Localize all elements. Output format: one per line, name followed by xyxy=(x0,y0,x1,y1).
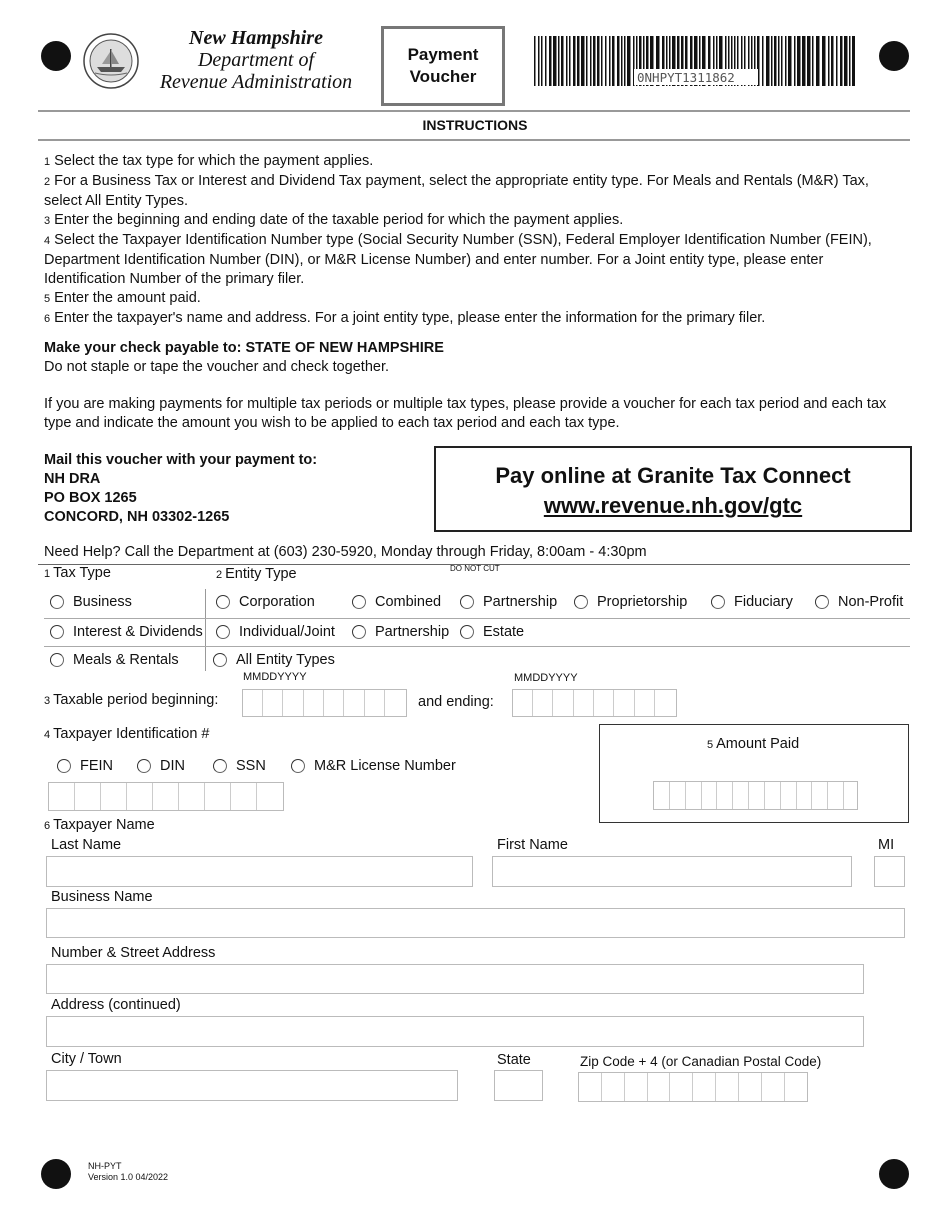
form-id: NH-PYT xyxy=(88,1161,122,1171)
entity-fiduciary-radio[interactable]: Fiduciary xyxy=(711,594,793,610)
help-line: Need Help? Call the Department at (603) 230-5920, Monday through Friday, 8:00am - 4:30pm xyxy=(44,544,647,560)
barcode-bar xyxy=(788,36,792,86)
barcode-bar xyxy=(797,36,801,86)
mi-input[interactable] xyxy=(874,856,905,887)
barcode-bar xyxy=(781,36,783,86)
tin-din-radio[interactable]: DIN xyxy=(137,758,185,774)
radio-circle-icon[interactable] xyxy=(50,653,64,667)
barcode-bar xyxy=(612,36,615,86)
street-address-input[interactable] xyxy=(46,964,864,994)
barcode-bar xyxy=(624,36,626,86)
taxpayer-name-label: 6 Taxpayer Name xyxy=(44,817,155,833)
radio-circle-icon[interactable] xyxy=(460,625,474,639)
entity-individual-joint-radio[interactable]: Individual/Joint xyxy=(216,624,335,640)
barcode-bar xyxy=(852,36,855,86)
instruction-step: 2 For a Business Tax or Interest and Dividend Tax payment, select the appropriate entity type. For Meals and Rentals (M&R) Tax, select All Entity Types. xyxy=(44,173,869,209)
barcode-bar xyxy=(586,36,588,86)
zip-label: Zip Code + 4 (or Canadian Postal Code) xyxy=(580,1054,822,1069)
business-name-label: Business Name xyxy=(51,889,153,905)
radio-circle-icon[interactable] xyxy=(352,625,366,639)
instructions-rule xyxy=(38,139,910,141)
entity-non-profit-radio[interactable]: Non-Profit xyxy=(815,594,903,610)
barcode-bar xyxy=(778,36,780,86)
begin-date-format: MMDDYYYY xyxy=(243,671,307,683)
staple-note: Do not staple or tape the voucher and check together. xyxy=(44,359,390,375)
instruction-step: 1 Select the tax type for which the payment applies. xyxy=(44,153,374,169)
form-version: Version 1.0 04/2022 xyxy=(88,1172,169,1182)
radio-circle-icon[interactable] xyxy=(574,595,588,609)
first-name-label: First Name xyxy=(497,837,568,853)
barcode-bar xyxy=(573,36,576,86)
tax-type-meals-rentals-radio[interactable]: Meals & Rentals xyxy=(50,652,179,668)
barcode-bar xyxy=(538,36,540,86)
barcode-bar xyxy=(553,36,557,86)
barcode-bar xyxy=(766,36,770,86)
row-divider-1 xyxy=(44,618,910,619)
tin-ssn-radio[interactable]: SSN xyxy=(213,758,266,774)
radio-circle-icon[interactable] xyxy=(213,759,227,773)
barcode-bar xyxy=(534,36,536,86)
barcode-bar xyxy=(601,36,603,86)
row-divider-2 xyxy=(44,646,910,647)
registration-dot-bottom-left xyxy=(41,1159,71,1189)
street-address-label: Number & Street Address xyxy=(51,945,216,961)
barcode-bar xyxy=(836,36,838,86)
barcode-bar xyxy=(609,36,611,86)
radio-circle-icon[interactable] xyxy=(213,653,227,667)
period-end-input[interactable] xyxy=(512,689,677,717)
barcode-bar xyxy=(771,36,773,86)
barcode-bar xyxy=(822,36,826,86)
registration-dot-bottom-right xyxy=(879,1159,909,1189)
tin-fein-radio[interactable]: FEIN xyxy=(57,758,113,774)
barcode-bar xyxy=(577,36,580,86)
barcode-bar xyxy=(541,36,543,86)
instruction-steps xyxy=(44,152,904,329)
radio-circle-icon[interactable] xyxy=(815,595,829,609)
tax-entity-divider xyxy=(205,589,206,671)
agency-line-1: New Hampshire xyxy=(189,27,323,49)
agency-name xyxy=(150,27,362,93)
amount-paid-label: 5 Amount Paid xyxy=(707,736,800,752)
do-not-cut: DO NOT CUT xyxy=(450,564,500,573)
radio-circle-icon[interactable] xyxy=(291,759,305,773)
barcode-bar xyxy=(840,36,843,86)
barcode-bar xyxy=(849,36,851,86)
tin-label: 4 Taxpayer Identification # xyxy=(44,726,210,742)
taxable-period-end-label: and ending: xyxy=(418,694,494,710)
instructions-title: INSTRUCTIONS xyxy=(422,117,528,133)
amount-paid-input[interactable] xyxy=(653,781,858,810)
mailing-address xyxy=(44,451,404,527)
barcode-bar xyxy=(621,36,623,86)
state-seal-icon xyxy=(83,33,139,89)
zip-input[interactable] xyxy=(578,1072,808,1102)
pay-online-link[interactable]: www.revenue.nh.gov/gtc xyxy=(543,493,803,518)
barcode-bar xyxy=(593,36,596,86)
state-label: State xyxy=(497,1052,531,1068)
form-title-box xyxy=(381,26,505,106)
barcode xyxy=(533,36,855,86)
business-name-input[interactable] xyxy=(46,908,905,938)
barcode-bar xyxy=(802,36,806,86)
pay-online-title: Pay online at Granite Tax Connect xyxy=(495,463,851,488)
radio-circle-icon[interactable] xyxy=(216,625,230,639)
entity-proprietorship-radio[interactable]: Proprietorship xyxy=(574,594,687,610)
entity-corporation-radio[interactable]: Corporation xyxy=(216,594,315,610)
radio-circle-icon[interactable] xyxy=(137,759,151,773)
first-name-input[interactable] xyxy=(492,856,852,887)
entity-partnership-radio[interactable]: Partnership xyxy=(460,594,557,610)
radio-circle-icon[interactable] xyxy=(352,595,366,609)
barcode-bar xyxy=(566,36,568,86)
barcode-bar xyxy=(785,36,787,86)
mail-line-2: PO BOX 1265 xyxy=(44,490,137,506)
barcode-bar xyxy=(605,36,607,86)
barcode-bar xyxy=(561,36,564,86)
header-rule xyxy=(38,110,910,112)
barcode-bar xyxy=(569,36,571,86)
end-date-format: MMDDYYYY xyxy=(514,672,578,684)
barcode-bar xyxy=(627,36,631,86)
entity-estate-radio[interactable]: Estate xyxy=(460,624,524,640)
instruction-step: 5 Enter the amount paid. xyxy=(44,290,201,306)
barcode-bar xyxy=(590,36,592,86)
last-name-label: Last Name xyxy=(51,837,122,853)
mi-label: MI xyxy=(878,837,895,853)
barcode-bar xyxy=(816,36,820,86)
barcode-bar xyxy=(762,36,764,86)
barcode-bar xyxy=(581,36,585,86)
pay-online-box xyxy=(434,446,912,532)
mail-line-1: NH DRA xyxy=(44,471,101,487)
instruction-step: 3 Enter the beginning and ending date of the taxable period for which the payment applies. xyxy=(44,212,624,228)
barcode-bar xyxy=(812,36,814,86)
payable-to: Make your check payable to: STATE OF NEW HAMPSHIRE xyxy=(44,340,444,356)
registration-dot-top-left xyxy=(41,41,71,71)
barcode-bar xyxy=(545,36,547,86)
barcode-text: 0NHPYT1311862 xyxy=(637,70,735,85)
mail-line-3: CONCORD, NH 03302-1265 xyxy=(44,509,230,525)
mail-title: Mail this voucher with your payment to: xyxy=(44,452,318,468)
state-input[interactable] xyxy=(494,1070,543,1101)
entity-type-label: 2 Entity Type xyxy=(216,566,297,582)
barcode-bar xyxy=(558,36,560,86)
barcode-bar xyxy=(807,36,811,86)
barcode-bar xyxy=(597,36,600,86)
registration-dot-top-right xyxy=(879,41,909,71)
agency-line-3: Revenue Administration xyxy=(159,71,353,93)
tax-type-business-radio[interactable]: Business xyxy=(50,594,132,610)
last-name-input[interactable] xyxy=(46,856,473,887)
form-title-line-2: Voucher xyxy=(409,67,477,86)
barcode-bar xyxy=(844,36,848,86)
entity-all-types-radio[interactable]: All Entity Types xyxy=(213,652,335,668)
payable-instructions xyxy=(44,339,904,377)
agency-line-2: Department of xyxy=(197,49,315,71)
form-title-line-1: Payment xyxy=(407,45,479,64)
radio-circle-icon[interactable] xyxy=(57,759,71,773)
radio-circle-icon[interactable] xyxy=(460,595,474,609)
instruction-step: 6 Enter the taxpayer's name and address. For a joint entity type, please enter the information for the primary filer. xyxy=(44,310,766,326)
taxable-period-begin-label: 3 Taxable period beginning: xyxy=(44,692,219,708)
address-continued-label: Address (continued) xyxy=(51,997,181,1013)
entity-combined-radio[interactable]: Combined xyxy=(352,594,441,610)
barcode-bar xyxy=(774,36,777,86)
period-begin-input[interactable] xyxy=(242,689,407,717)
barcode-bar xyxy=(828,36,830,86)
address-continued-input[interactable] xyxy=(46,1016,864,1047)
barcode-bar xyxy=(549,36,552,86)
radio-circle-icon[interactable] xyxy=(50,625,64,639)
instruction-step: 4 Select the Taxpayer Identification Number type (Social Security Number (SSN), Federal Employer Identification Number (FEIN), Department Identification Number (DIN), or M&R License Number) and enter number. For a Joint entity type, please enter Identification Number of the primary filer. xyxy=(44,232,872,287)
city-label: City / Town xyxy=(51,1051,122,1067)
barcode-bar xyxy=(617,36,620,86)
tin-mr-license-radio[interactable]: M&R License Number xyxy=(291,758,456,774)
radio-circle-icon[interactable] xyxy=(50,595,64,609)
tax-type-interest-dividends-radio[interactable]: Interest & Dividends xyxy=(50,624,203,640)
radio-circle-icon[interactable] xyxy=(216,595,230,609)
multiple-payments-note: If you are making payments for multiple tax periods or multiple tax types, please provide a voucher for each tax period and each tax type and indicate the amount you wish to be applied to each tax period and each tax type. xyxy=(44,396,887,431)
barcode-bar xyxy=(794,36,796,86)
radio-circle-icon[interactable] xyxy=(711,595,725,609)
tin-input[interactable] xyxy=(48,782,284,811)
tax-type-label: 1 Tax Type xyxy=(44,565,111,581)
city-input[interactable] xyxy=(46,1070,458,1101)
entity-id-partnership-radio[interactable]: Partnership xyxy=(352,624,449,640)
barcode-bar xyxy=(831,36,834,86)
